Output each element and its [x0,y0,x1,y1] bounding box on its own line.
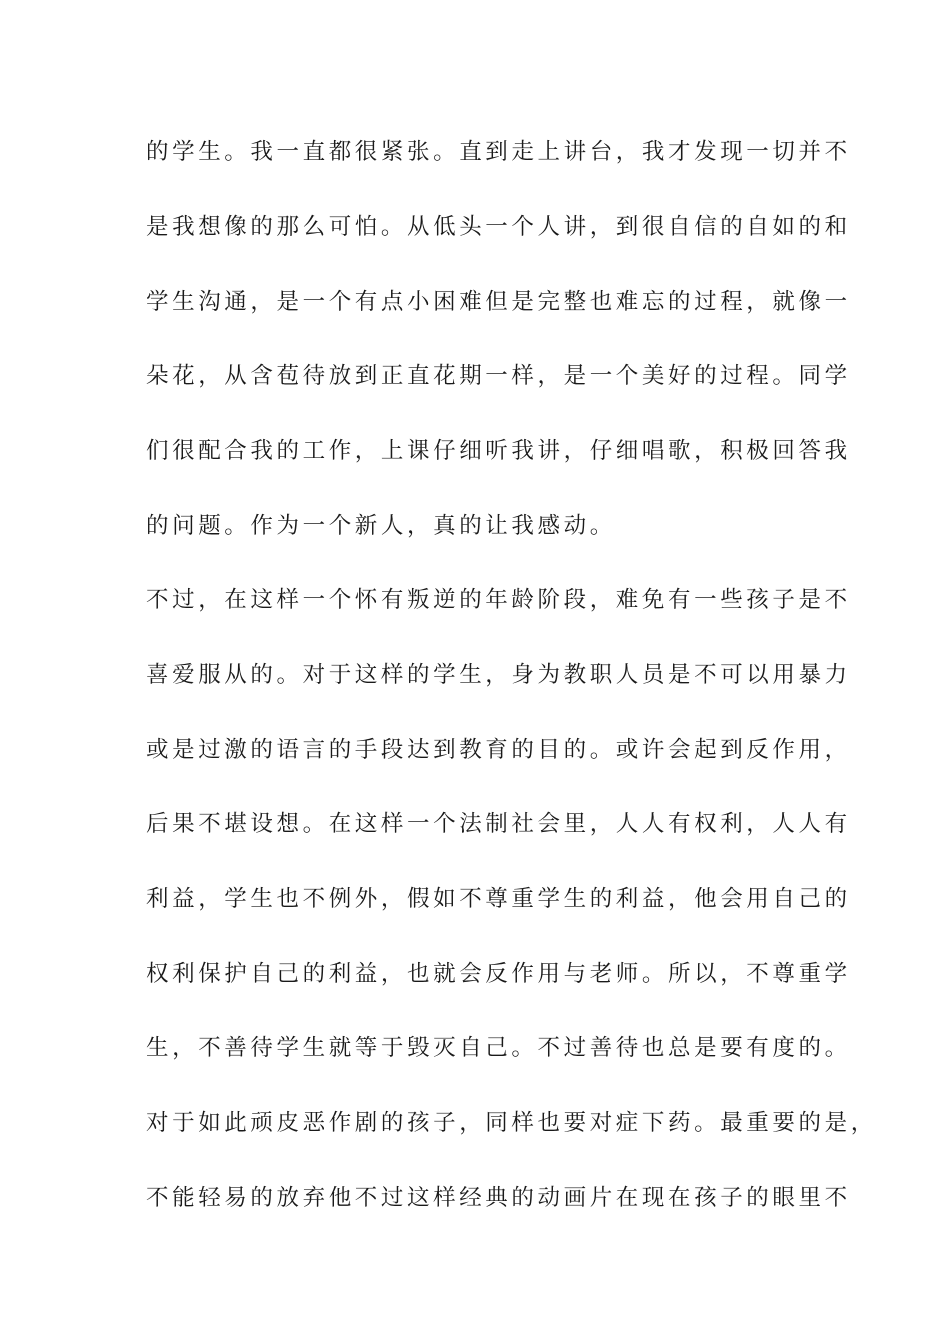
text-line-3: 学生沟通，是一个有点小困难但是完整也难忘的过程，就像一 [146,289,851,315]
text-line-8: 喜爱服从的。对于这样的学生，身为教职人员是不可以用暴力 [146,662,851,688]
text-line-15: 不能轻易的放弃他不过这样经典的动画片在现在孩子的眼里不 [146,1185,851,1211]
text-line-10: 后果不堪设想。在这样一个法制社会里，人人有权利，人人有 [146,811,851,837]
text-line-13: 生，不善待学生就等于毁灭自己。不过善待也总是要有度的。 [146,1035,851,1061]
text-line-6: 的问题。作为一个新人，真的让我感动。 [146,513,616,539]
text-line-12: 权利保护自己的利益，也就会反作用与老师。所以，不尊重学 [146,961,851,987]
text-line-5: 们很配合我的工作，上课仔细听我讲，仔细唱歌，积极回答我 [146,438,851,464]
text-line-4: 朵花，从含苞待放到正直花期一样，是一个美好的过程。同学 [146,363,851,389]
text-line-2: 是我想像的那么可怕。从低头一个人讲，到很自信的自如的和 [146,214,851,240]
text-line-1: 的学生。我一直都很紧张。直到走上讲台，我才发现一切并不 [146,139,851,165]
text-line-7: 不过，在这样一个怀有叛逆的年龄阶段，难免有一些孩子是不 [146,587,851,613]
text-line-9: 或是过激的语言的手段达到教育的目的。或许会起到反作用， [146,737,851,763]
text-line-11: 利益，学生也不例外，假如不尊重学生的利益，他会用自己的 [146,886,851,912]
text-line-14: 对于如此顽皮恶作剧的孩子，同样也要对症下药。最重要的是， [146,1110,877,1136]
